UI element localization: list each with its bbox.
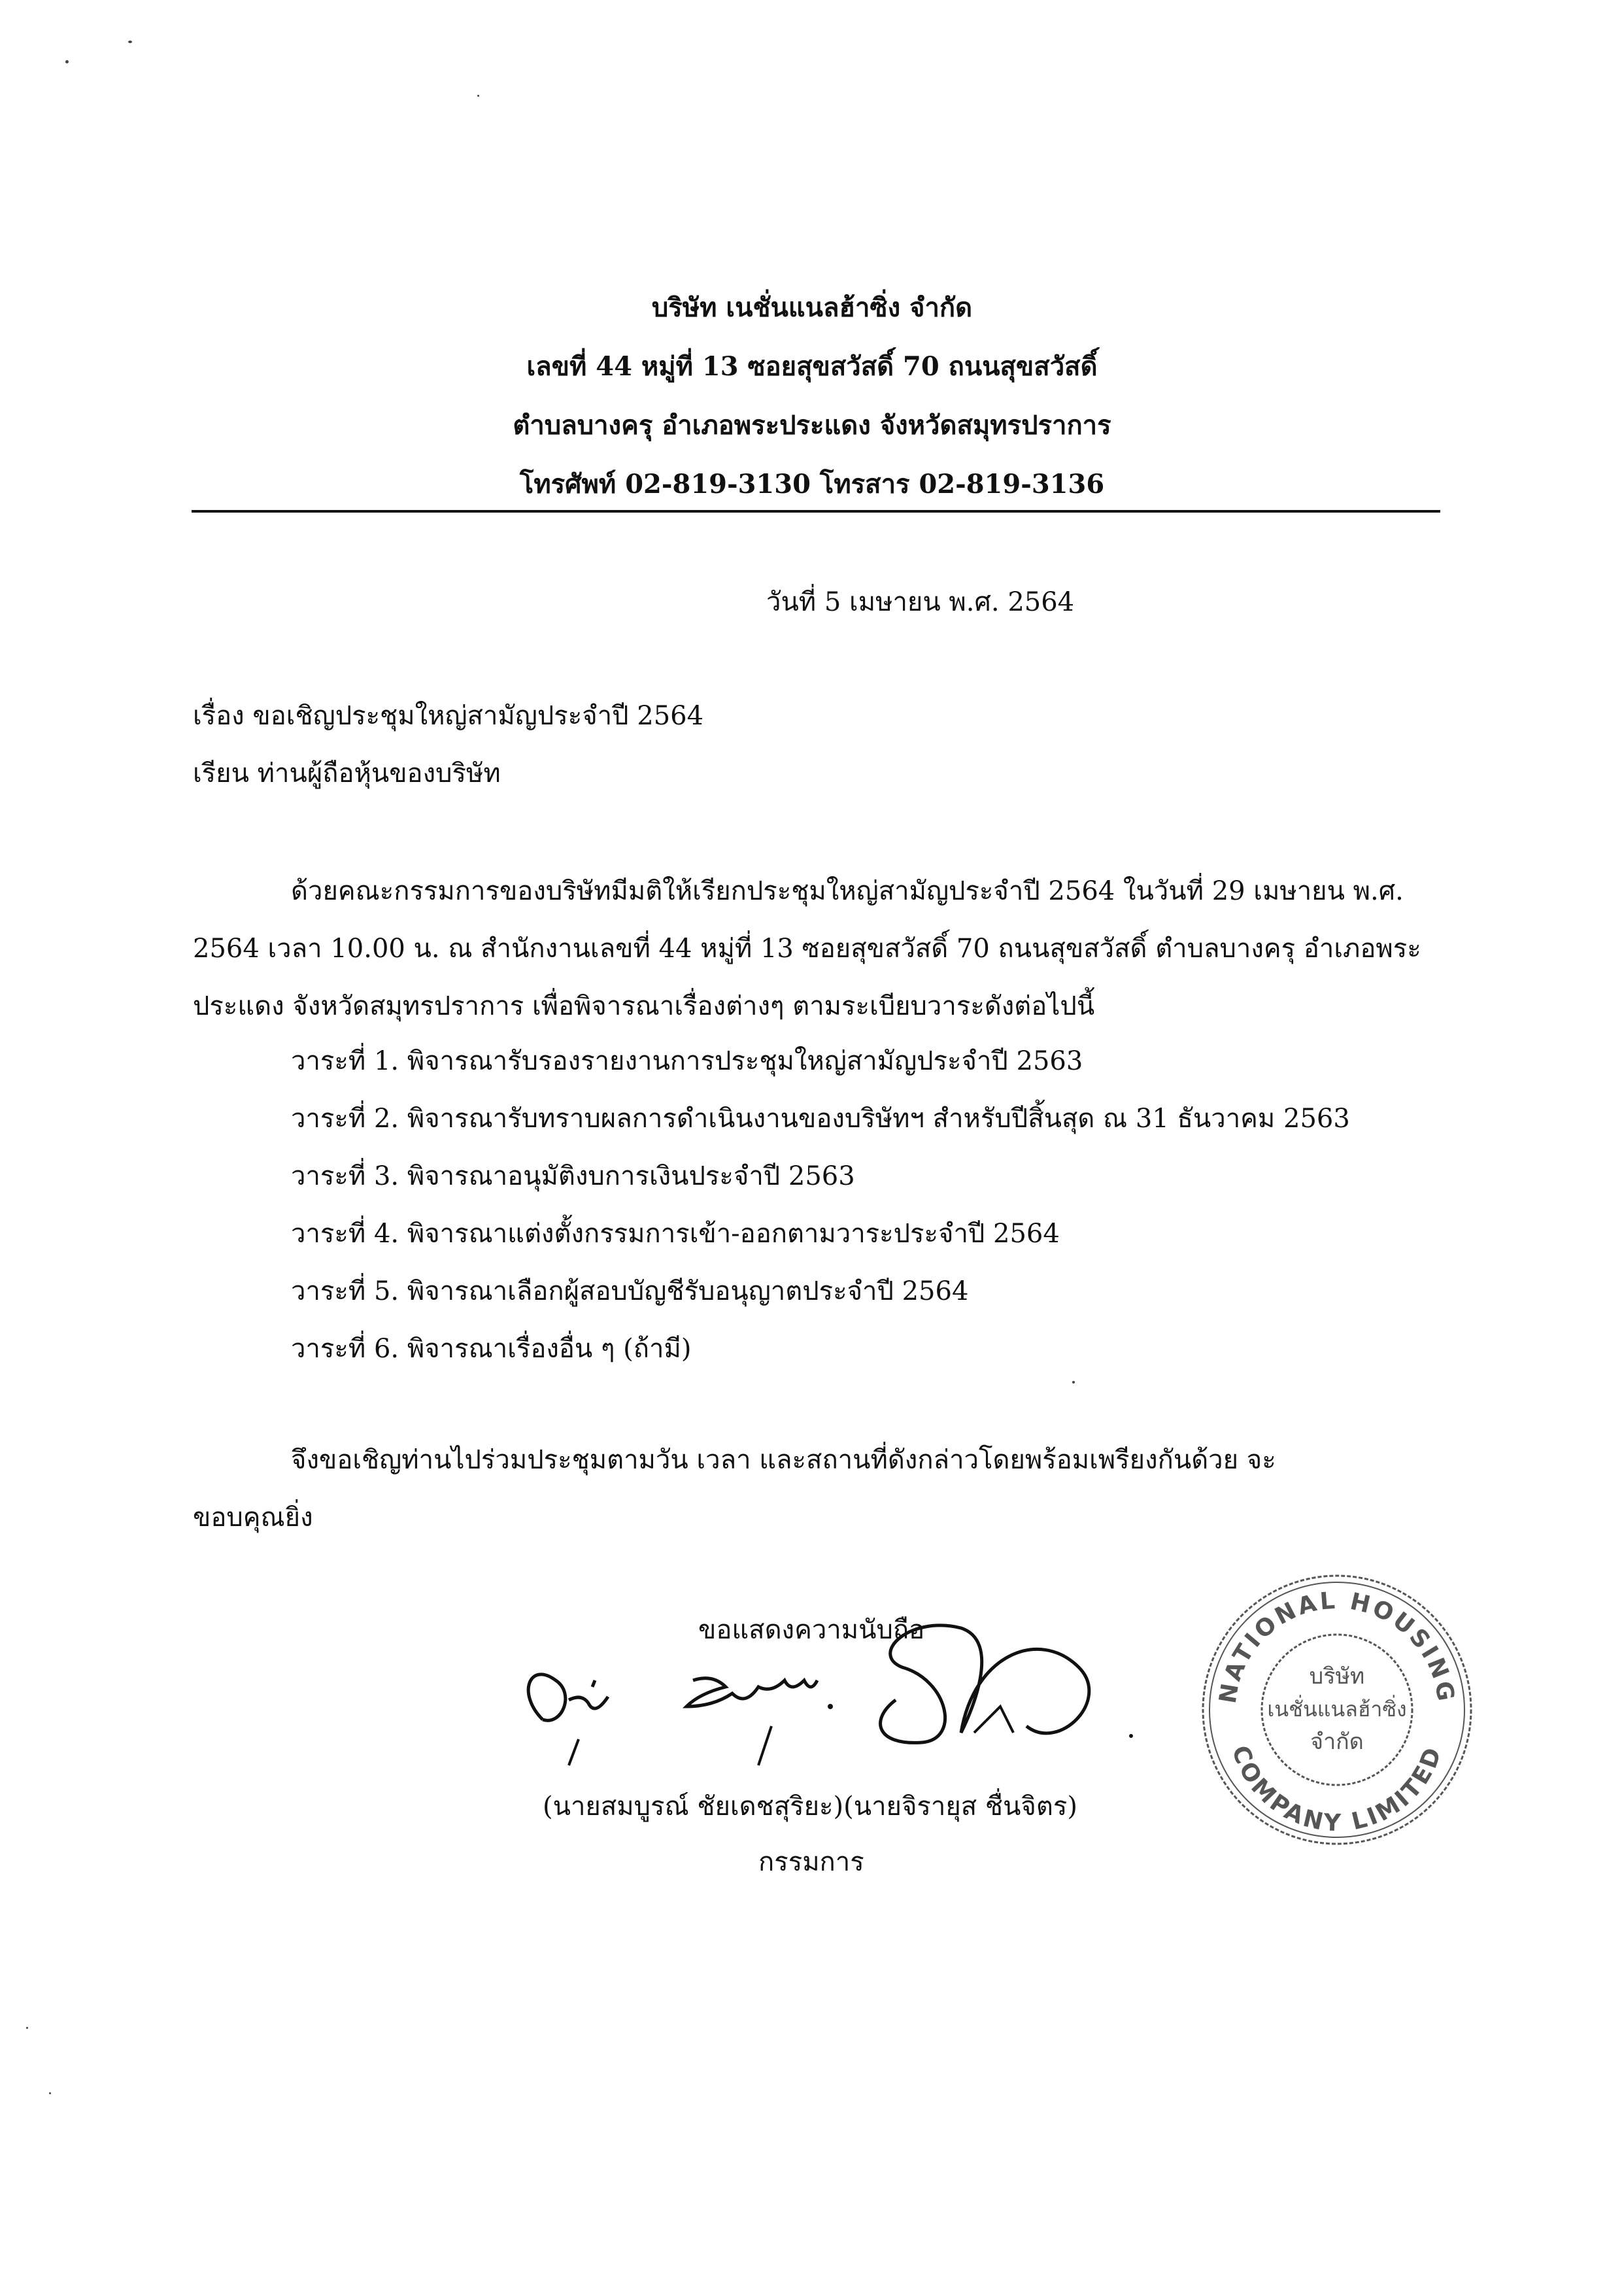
contact-line: โทรศัพท์ 02-819-3130 โทรสาร 02-819-3136 [519,469,1105,500]
scan-speck [26,2027,28,2029]
signature-1 [528,1674,608,1720]
seal-text-top: NATIONAL HOUSING [1214,1587,1460,1706]
intro-line-3: ประแดง จังหวัดสมุทรปราการ เพื่อพิจารณาเรื่องต่างๆ ตามระเบียบวาระดังต่อไปนี้ [193,991,1095,1021]
signature-1-tail [569,1739,579,1765]
signature-3-accent [974,1707,1013,1733]
seal-text-bottom: COMPANY LIMITED [1226,1742,1448,1837]
address-line-2: ตำบลบางครุ อำเภอพระประแดง จังหวัดสมุทรปราการ [513,410,1111,441]
scan-speck [477,95,479,97]
closing-line-2: ขอบคุณยิ่ง [193,1503,313,1533]
signature-3 [881,1625,1089,1742]
scan-speck [128,41,132,43]
scan-speck [1072,1381,1075,1384]
letter-subject: เรื่อง ขอเชิญประชุมใหญ่สามัญประจำปี 2564 [193,701,704,731]
agenda-item-2: วาระที่ 2. พิจารณารับทราบผลการดำเนินงานของบริษัทฯ สำหรับปีสิ้นสุด ณ 31 ธันวาคม 2563 [291,1104,1350,1134]
signature-2-tail [758,1726,771,1765]
agenda-item-6: วาระที่ 6. พิจารณาเรื่องอื่น ๆ (ถ้ามี) [291,1334,692,1364]
scan-speck [65,60,69,63]
company-name: บริษัท เนชั่นแนลฮ้าซิ่ง จำกัด [651,292,973,323]
intro-line-2: 2564 เวลา 10.00 น. ณ สำนักงานเลขที่ 44 หมู่ที่ 13 ซอยสุขสวัสดิ์ 70 ถนนสุขสวัสดิ์ ตำบลบางครุ อำเภอพระ [193,934,1421,964]
signatory-title: กรรมการ [758,1847,864,1877]
address-line-1: เลขที่ 44 หมู่ที่ 13 ซอยสุขสวัสดิ์ 70 ถนนสุขสวัสดิ์ [526,351,1098,382]
regards: ขอแสดงความนับถือ [698,1615,925,1645]
seal-th-line-1: บริษัท [1309,1663,1365,1690]
agenda-item-3: วาระที่ 3. พิจารณาอนุมัติงบการเงินประจำปี 2563 [291,1161,855,1191]
intro-line-1: ด้วยคณะกรรมการของบริษัทมีมติให้เรียกประชุมใหญ่สามัญประจำปี 2564 ในวันที่ 29 เมษายน พ.ศ. [291,876,1404,906]
signature-scribbles [503,1602,1144,1785]
agenda-item-5: วาระที่ 5. พิจารณาเลือกผู้สอบบัญชีรับอนุญาตประจำปี 2564 [291,1276,969,1306]
signature-2 [686,1678,817,1707]
seal-th-line-3: จำกัด [1310,1729,1364,1755]
letter-date: วันที่ 5 เมษายน พ.ศ. 2564 [766,587,1075,617]
letter-recipient: เรียน ท่านผู้ถือหุ้นของบริษัท [193,758,501,789]
agenda-item-1: วาระที่ 1. พิจารณารับรองรายงานการประชุมใหญ่สามัญประจำปี 2563 [291,1046,1083,1076]
company-seal [1196,1569,1478,1850]
closing-line-1: จึงขอเชิญท่านไปร่วมประชุมตามวัน เวลา และสถานที่ดังกล่าวโดยพร้อมเพรียงกันด้วย จะ [291,1445,1276,1475]
signatories: (นายสมบูรณ์ ชัยเดชสุริยะ)(นายจิรายุส ชื่นจิตร) [543,1792,1077,1822]
scan-speck [49,2092,51,2094]
agenda-item-4: วาระที่ 4. พิจารณาแต่งตั้งกรรมการเข้า-ออกตามวาระประจำปี 2564 [291,1219,1060,1249]
seal-th-line-2: เนชั่นแนลฮ้าซิ่ง [1267,1697,1407,1722]
letterhead-rule [192,510,1440,513]
